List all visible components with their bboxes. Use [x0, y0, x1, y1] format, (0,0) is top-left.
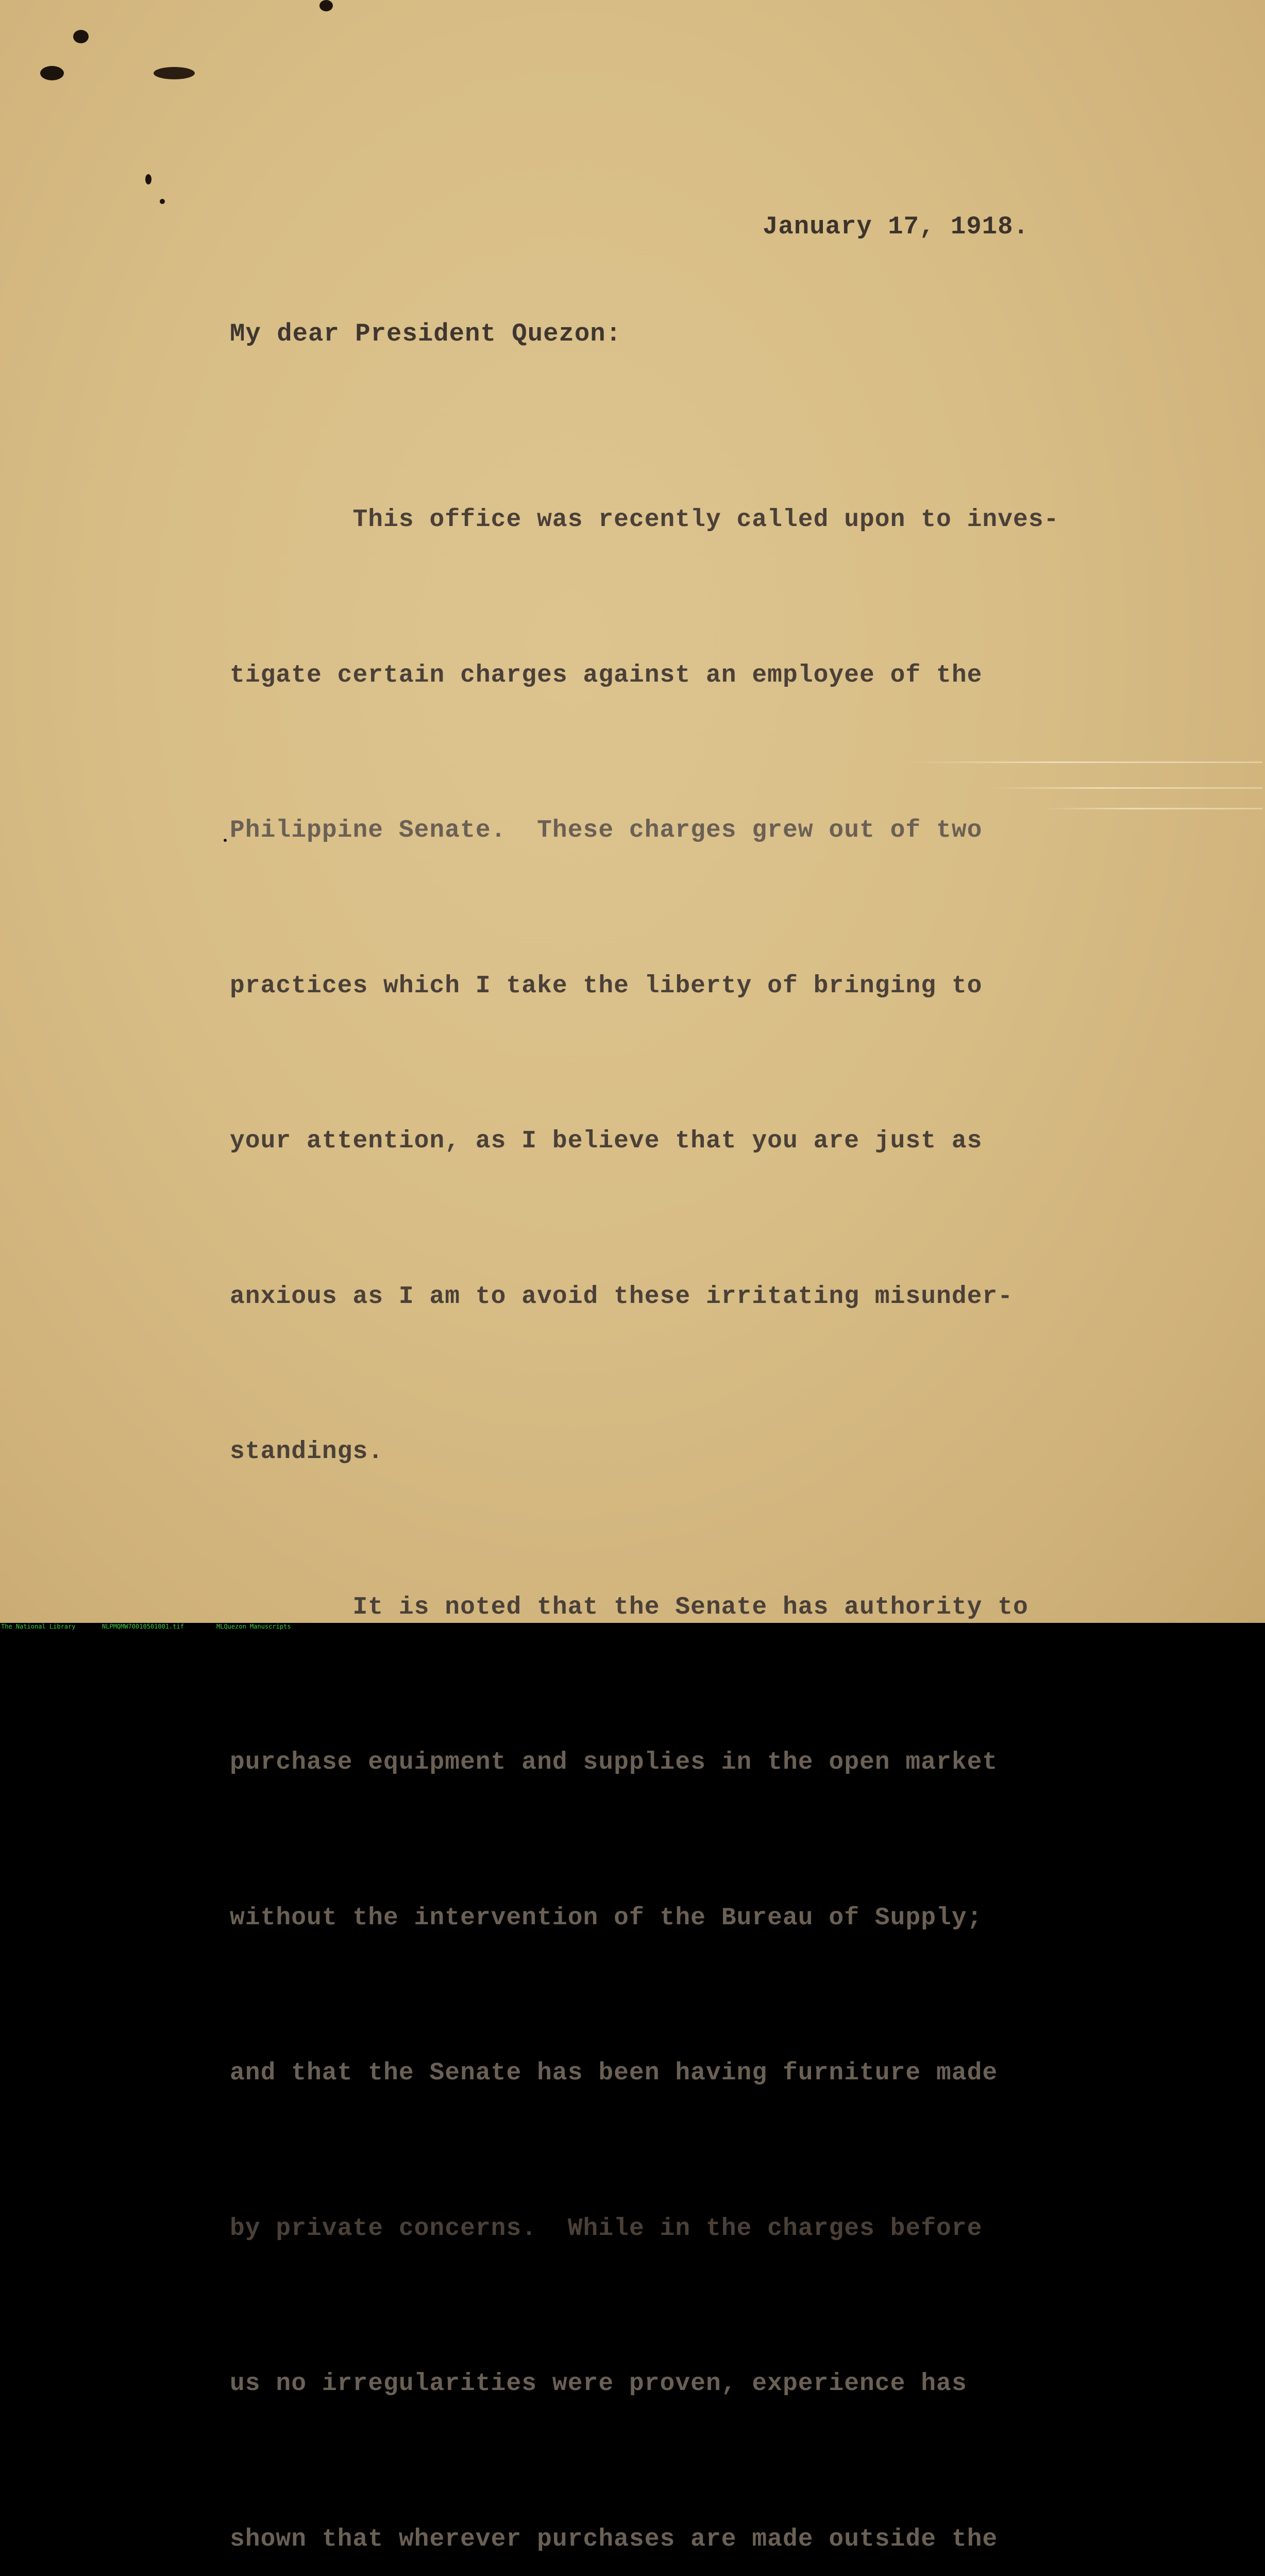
- body-line: practices which I take the liberty of bringing to: [230, 972, 983, 1000]
- body-line: This office was recently called upon to inves-: [230, 506, 1059, 534]
- body-line: Philippine Senate. These charges grew out of two: [230, 817, 983, 844]
- paper-fold: [1041, 808, 1262, 809]
- burn-mark: [145, 174, 151, 184]
- body-line: tigate certain charges against an employee of the: [230, 661, 983, 689]
- burn-mark: [319, 0, 333, 11]
- scan-footer: [0, 1623, 1265, 1631]
- body-line: without the intervention of the Bureau of Supply;: [230, 1904, 983, 1932]
- body-line: your attention, as I believe that you are just as: [230, 1127, 983, 1155]
- body-line: standings.: [230, 1438, 384, 1466]
- letter-body: [230, 391, 1059, 2576]
- body-line: purchase equipment and supplies in the open market: [230, 1749, 998, 1776]
- burn-mark: [154, 67, 195, 79]
- burn-mark: [160, 199, 165, 204]
- body-line: shown that wherever purchases are made outside the: [230, 2525, 998, 2553]
- burn-mark: [73, 30, 89, 43]
- footer-library: The National Library: [1, 1623, 76, 1630]
- body-line: and that the Senate has been having furniture made: [230, 2059, 998, 2087]
- letter-salutation: My dear President Quezon:: [230, 319, 622, 348]
- body-line: us no irregularities were proven, experience has: [230, 2370, 967, 2398]
- footer-collection: MLQuezon Manuscripts: [216, 1623, 291, 1630]
- footer-filename: NLPMQMW70010501001.tif: [102, 1623, 184, 1630]
- ink-speck: [224, 839, 227, 842]
- body-line: by private concerns. While in the charges before: [230, 2214, 983, 2243]
- letter-date: January 17, 1918.: [763, 212, 1029, 241]
- body-line: It is noted that the Senate has authority to: [230, 1593, 1028, 1621]
- burn-mark: [40, 66, 64, 80]
- body-line: anxious as I am to avoid these irritating misunder-: [230, 1282, 1014, 1311]
